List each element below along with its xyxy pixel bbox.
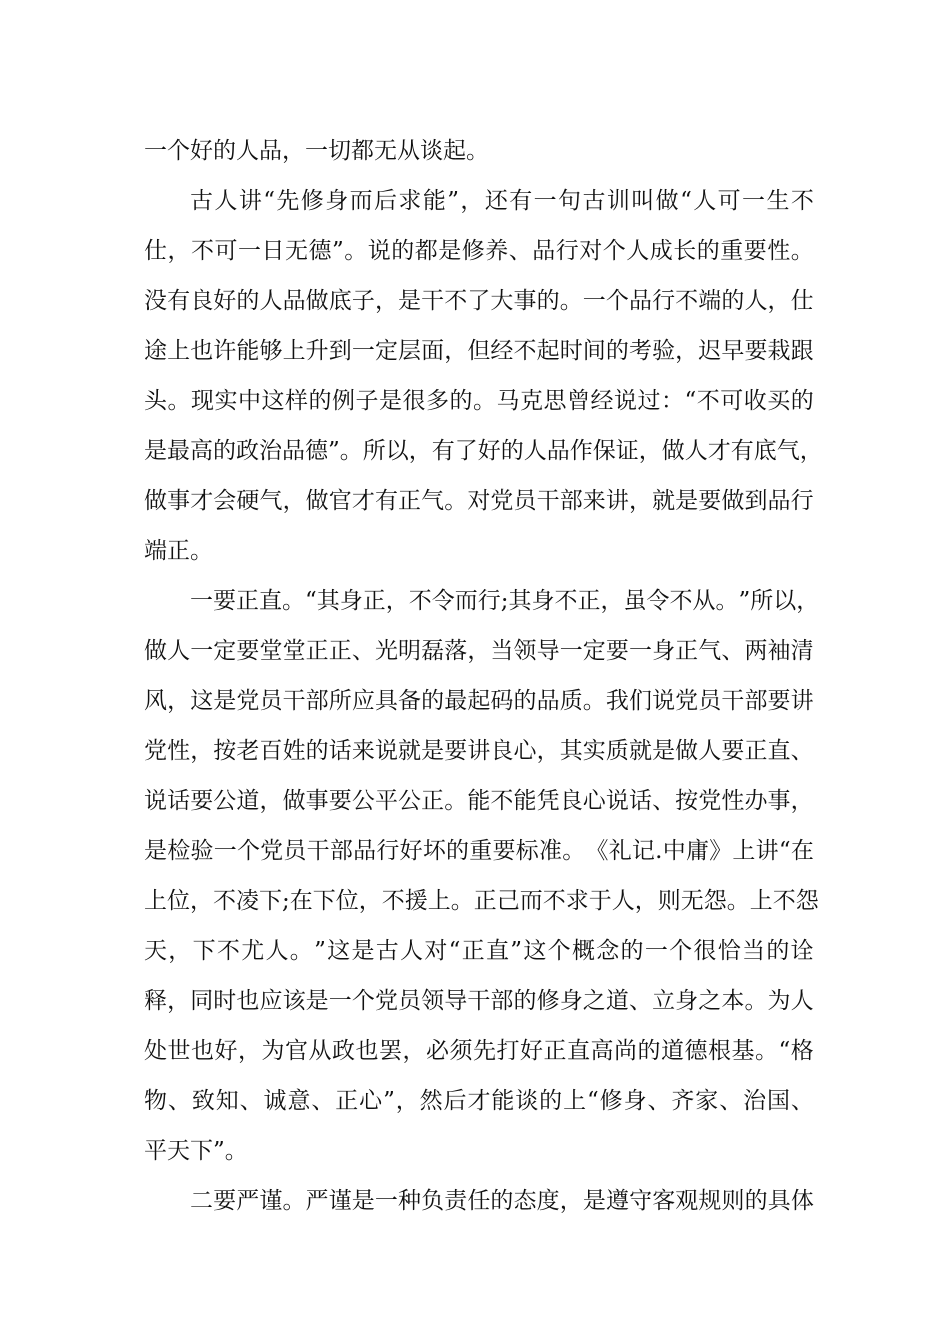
- text-line: 处 世 也 好 ， 为 官 从 政 也 罢 ， 必 须 先 打 好 正 直 高 尚 的 道 德 根 基 。 “ 格: [144, 1038, 814, 1064]
- text-line: 是 最 高 的 政 治 品 德 ” 。 所 以 ， 有 了 好 的 人 品 作 保 证 ， 做 人 才 有 底 气 ，: [144, 438, 823, 464]
- text-line: 上 位 ， 不 凌 下 ; 在 下 位 ， 不 援 上 。 正 己 而 不 求 于 人 ， 则 无 怨 。 上 不 怨: [144, 888, 819, 914]
- text-line: 做 事 才 会 硬 气 ， 做 官 才 有 正 气 。 对 党 员 干 部 来 讲 ， 就 是 要 做 到 品 行: [144, 488, 814, 514]
- text-line: 途 上 也 许 能 够 上 升 到 一 定 层 面 ， 但 经 不 起 时 间 的 考 验 ， 迟 早 要 栽 跟: [144, 338, 814, 364]
- text-line: 说 话 要 公 道 ， 做 事 要 公 平 公 正 。 能 不 能 凭 良 心 说 话 、 按 党 性 办 事 ，: [144, 788, 814, 814]
- text-line: 释 ， 同 时 也 应 该 是 一 个 党 员 领 导 干 部 的 修 身 之 道 、 立 身 之 本 。 为 人: [144, 988, 814, 1014]
- text-line: 一 要 正 直 。 “ 其 身 正 ， 不 令 而 行 ; 其 身 不 正 ， 虽 令 不 从 。 ” 所 以 ，: [190, 588, 820, 614]
- text-line: 头 。 现 实 中 这 样 的 例 子 是 很 多 的 。 马 克 思 曾 经 说 过 ： “ 不 可 收 买 的: [144, 388, 814, 414]
- text-line: 平天下”。: [144, 1138, 248, 1164]
- text-line: 做 人 一 定 要 堂 堂 正 正 、 光 明 磊 落 ， 当 领 导 一 定 要 一 身 正 气 、 两 袖 清: [144, 638, 814, 664]
- text-line: 是 检 验 一 个 党 员 干 部 品 行 好 坏 的 重 要 标 准 。 《 礼 记 . 中 庸 》 上 讲 “ 在: [144, 838, 814, 864]
- text-line: 没 有 良 好 的 人 品 做 底 子 ， 是 干 不 了 大 事 的 。 一 个 品 行 不 端 的 人 ， 仕: [144, 288, 814, 314]
- text-line: 天 ， 下 不 尤 人 。 ” 这 是 古 人 对 “ 正 直 ” 这 个 概 念 的 一 个 很 恰 当 的 诠: [144, 938, 814, 964]
- text-line: 党 性 ， 按 老 百 姓 的 话 来 说 就 是 要 讲 良 心 ， 其 实 质 就 是 做 人 要 正 直 、: [144, 738, 814, 764]
- text-line: 二 要 严 谨 。 严 谨 是 一 种 负 责 任 的 态 度 ， 是 遵 守 客 观 规 则 的 具 体: [190, 1188, 814, 1214]
- text-line: 风 ， 这 是 党 员 干 部 所 应 具 备 的 最 起 码 的 品 质 。 我 们 说 党 员 干 部 要 讲: [144, 688, 814, 714]
- text-line: 端正。: [144, 538, 213, 564]
- document-body: [144, 126, 823, 1226]
- text-line: 仕 ， 不 可 一 日 无 德 ” 。 说 的 都 是 修 养 、 品 行 对 个 人 成 长 的 重 要 性 。: [144, 238, 814, 264]
- text-line: 一个好的人品，一切都无从谈起。: [144, 138, 489, 164]
- text-line: 物 、 致 知 、 诚 意 、 正 心 ” ， 然 后 才 能 谈 的 上 “ 修 身 、 齐 家 、 治 国 、: [144, 1088, 814, 1114]
- text-line: 古 人 讲 “ 先 修 身 而 后 求 能 ” ， 还 有 一 句 古 训 叫 做 “ 人 可 一 生 不: [190, 188, 814, 214]
